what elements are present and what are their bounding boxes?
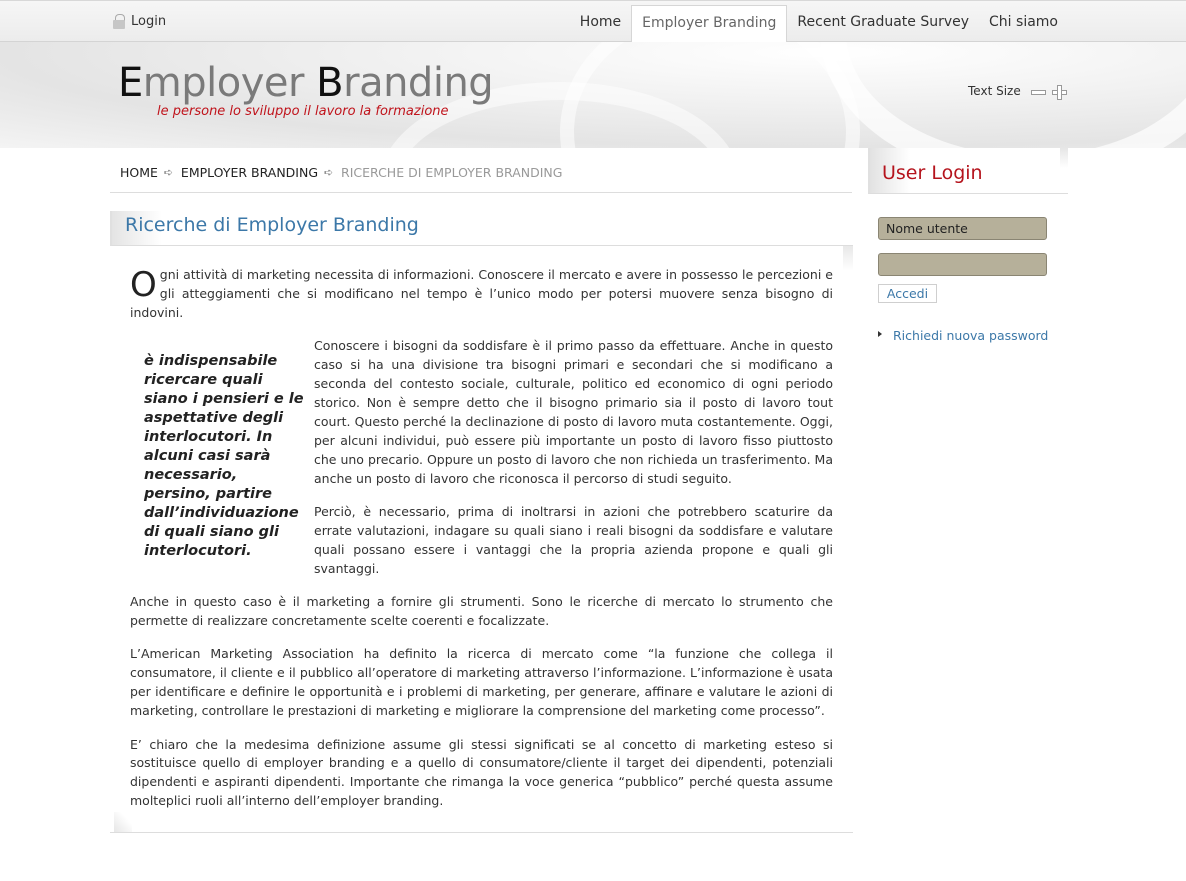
bullet-icon — [878, 331, 882, 337]
sidebar-user-login — [868, 148, 1068, 343]
corner-decoration — [114, 812, 132, 832]
article-paragraph: Perciò, è necessario, prima di inoltrarsi in azioni che potrebbero scaturire da errate valutazioni, indagare su quali siano i reali bisogni da soddisfare e valutare quali possano essere i vantaggi che la propria azienda propone e quali gli svantaggi. — [314, 503, 833, 576]
article-title: Ricerche di Employer Branding — [125, 214, 419, 236]
forgot-password-link[interactable] — [878, 328, 1048, 343]
user-login-title: User Login — [882, 162, 983, 184]
logo-letter-e: E — [118, 60, 143, 106]
article-title-bar — [110, 211, 853, 246]
breadcrumb-arrow-icon: ➪ — [163, 165, 174, 179]
nav-item-home[interactable]: Home — [579, 14, 622, 30]
nav-item-employer-branding[interactable]: Employer Branding — [631, 5, 787, 43]
logo-letter-b: B — [316, 60, 344, 106]
top-bar — [0, 0, 1186, 42]
login-submit-button[interactable]: Accedi — [878, 284, 937, 303]
breadcrumb-arrow-icon: ➪ — [324, 165, 334, 179]
article-paragraph: Anche in questo caso è il marketing a fornire gli strumenti. Sono le ricerche di mercato lo strumento che permette di realizzare concretamente scelte coerenti e focalizzate. — [130, 594, 833, 628]
logo-word-rest-2: randing — [343, 60, 494, 106]
pull-quote: è indispensabile ricercare quali siano i pensieri e le aspettative degli interlocutori. In alcuni casi sarà necessario, persino, partire dall’individuazione di quali siano gli interlocutori. — [144, 353, 304, 560]
login-link[interactable] — [113, 14, 166, 29]
text-size-decrease-icon[interactable] — [1031, 85, 1044, 98]
nav-item-recent-graduate-survey[interactable]: Recent Graduate Survey — [797, 14, 970, 30]
site-header — [0, 42, 1186, 148]
article-body — [130, 266, 833, 826]
paragraph-text: gni attività di marketing necessita di informazioni. Conoscere il mercato e avere in possesso le percezioni e gli atteggiamenti che si modificano nel tempo è l’unico modo per potersi muovere senza bisogno di indovini. — [130, 267, 833, 320]
username-input[interactable] — [878, 217, 1047, 240]
article-paragraph: Conoscere i bisogni da soddisfare è il primo passo da effettuare. Anche in questo caso si ha una divisione tra bisogni primari e secondari che si modificano a seconda del contesto sociale, culturale, politico ed economico di ogni periodo storico. Non è sempre detto che il bisogno primario sia il posto di lavoro tout court. Questo perché la declinazione di posto di lavoro muta costantemente. Oggi, per alcuni individui, può essere più importante un posto di lavoro fisso piuttosto che uno precario. Oppure un posto di lavoro che non richieda un trasferimento. Ma anche un posto di lavoro che riconosca il percorso di studi seguito. — [314, 338, 833, 486]
main-nav — [570, 4, 1068, 43]
site-tagline: le persone lo sviluppo il lavoro la formazione — [157, 104, 449, 119]
breadcrumb — [110, 152, 852, 193]
nav-item-chi-siamo[interactable]: Chi siamo — [989, 14, 1058, 30]
site-logo[interactable] — [118, 60, 493, 106]
article-box — [110, 211, 853, 833]
breadcrumb-home[interactable]: HOME — [120, 164, 158, 180]
user-login-header — [868, 148, 1068, 194]
login-label: Login — [131, 14, 167, 29]
logo-word-rest-1: mployer — [142, 60, 317, 106]
password-input[interactable] — [878, 253, 1047, 276]
article-paragraph — [130, 266, 833, 323]
dropcap: O — [130, 265, 157, 305]
article-paragraph: E’ chiaro che la medesima definizione assume gli stessi significati se al concetto di marketing esteso si sostituisce quello di employer branding e a quello di consumatore/cliente il target dei dipendenti, potenziali dipendenti e aspiranti dipendenti. Importante che rimanga la voce generica “pubblico” perché questa assume molteplici ruoli all’interno dell’employer branding. — [130, 736, 833, 809]
text-size-label: Text Size — [968, 84, 1021, 98]
breadcrumb-current: RICERCHE DI EMPLOYER BRANDING — [341, 164, 563, 180]
breadcrumb-employer-branding[interactable]: EMPLOYER BRANDING — [180, 164, 319, 180]
article-paragraph: L’American Marketing Association ha definito la ricerca di mercato come “la funzione che collega il consumatore, il cliente e il pubblico all’operatore di marketing attraverso l’informazione. L’informazione è usata per identificare e definire le opportunità e i problemi di marketing, per generare, affinare e valutare le azioni di marketing, controllare le prestazioni di marketing e migliorare la comprensione del marketing come processo”. — [130, 646, 833, 719]
text-size-control — [968, 84, 1065, 98]
forgot-password-label: Richiedi nuova password — [893, 328, 1049, 343]
text-size-increase-icon[interactable] — [1052, 85, 1065, 98]
corner-decoration — [843, 246, 853, 271]
lock-icon — [113, 14, 125, 29]
